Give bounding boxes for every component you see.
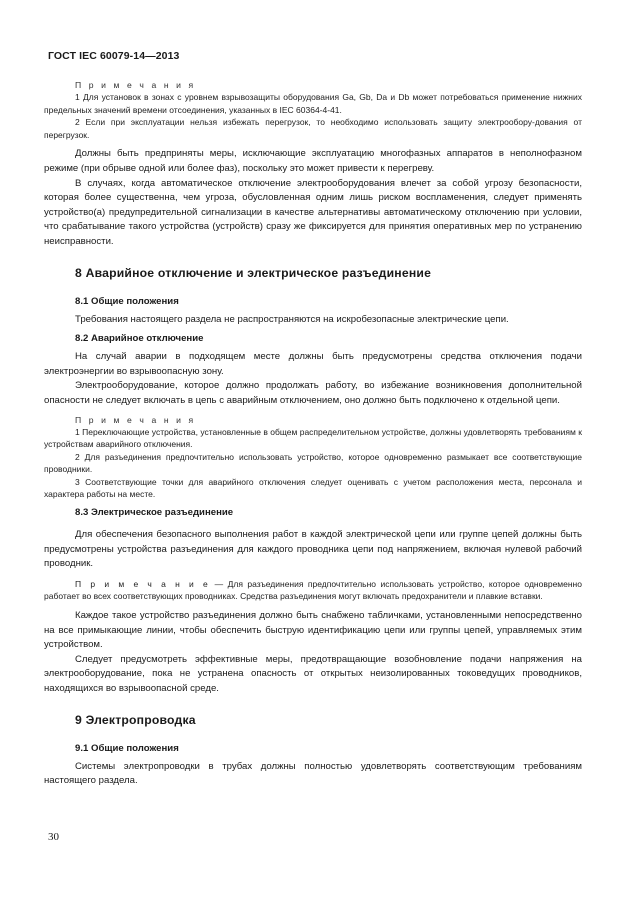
subsection-heading: 8.2 Аварийное отключение [75,333,204,345]
note-label: П р и м е ч а н и е [75,578,211,589]
paragraph: Для обеспечения безопасного выполнения работ в каждой электрической цепи или группе цепей должны быть предусмотрены устройства разъединения для каждого проводника цепи под напряжением, включая нулевой рабочий проводник. [44,529,582,570]
subsection-heading: 9.1 Общие положения [75,742,179,754]
note-item: 2 Если при эксплуатации нельзя избежать перегрузок, то необходимо использовать защиту электрообору-дования от перегрузок. [44,117,582,140]
note-item: 1 Для установок в зонах с уровнем взрывозащиты оборудования Ga, Gb, Da и Db может потребоваться применение нижних предельных значений времени отсоединения, указанных в IEC 60364-4-41. [44,92,582,115]
note-item: 1 Переключающие устройства, установленные в общем распределительном устройстве, должны удовлетворять требованиям к устройствам аварийного отключения. [44,426,582,450]
inline-note [44,578,582,603]
paragraph: Каждое такое устройство разъединения должно быть снабжено табличками, установленными непосредственно на все примыкающие линии, чтобы обеспечить быструю идентификацию цепи или группы цепей, управляемых этим устройством. [44,610,582,651]
notes-heading: П р и м е ч а н и я [75,80,196,90]
page-content [44,80,582,789]
note-item: 3 Соответствующие точки для аварийного отключения следует оценивать с учетом расположения места, персонала и характера работы на месте. [44,476,582,500]
paragraph: В случаях, когда автоматическое отключение электрооборудования влечет за собой угрозу безопасности, которая более существенна, чем угроза, обусловленная одним лишь риском воспламенения, следует применять устройство(а) предупредительной сигнализации в качестве альтернативы автоматическому отключению при условии, что срабатывание такого устройства (устройств) сразу же фиксируется для принятия оперативных мер по устранению неисправности. [44,177,582,247]
paragraph: Требования настоящего раздела не распространяются на искробезопасные электрические цепи. [75,313,509,325]
note-item: 2 Для разъединения предпочтительно использовать устройство, которое одновременно размыкает все соответствующие проводники. [44,451,582,475]
notes-heading: П р и м е ч а н и я [75,414,196,425]
paragraph: На случай аварии в подходящем месте должны быть предусмотрены средства отключения подачи электроэнергии во взрывоопасную зону. [44,351,582,377]
paragraph: Электрооборудование, которое должно продолжать работу, во избежание возникновения дополнительной опасности не следует включать в цепь с аварийным отключением, оно должно быть подключено к отдельной цепи. [44,380,582,406]
paragraph: Следует предусмотреть эффективные меры, предотвращающие возобновление подачи напряжения на электрооборудование, пока не устранена опасность от открытых неизолированных токоведущих проводников, находящихся во взрывоопасной среде. [44,653,582,694]
page-number: 30 [48,831,59,843]
paragraph: Системы электропроводки в трубах должны полностью удовлетворять соответствующим требованиям настоящего раздела. [44,760,582,787]
paragraph: Должны быть предприняты меры, исключающие эксплуатацию многофазных аппаратов в неполнофазном режиме (при обрыве одной или более фаз), поскольку это может привести к перегреву. [44,148,582,174]
subsection-heading: 8.3 Электрическое разъединение [75,507,234,519]
subsection-heading: 8.1 Общие положения [75,295,179,307]
section-heading: 8 Аварийное отключение и электрическое разъединение [75,265,432,280]
section-heading: 9 Электропроводка [75,712,196,727]
standard-header: ГОСТ IEC 60079-14—2013 [48,50,180,62]
note-text: — Для разъединения предпочтительно использовать устройство, которое одновременно работает во всех соответствующих проводниках. Средства разъединения могут включать предохранители и плавкие вставки. [44,578,582,602]
